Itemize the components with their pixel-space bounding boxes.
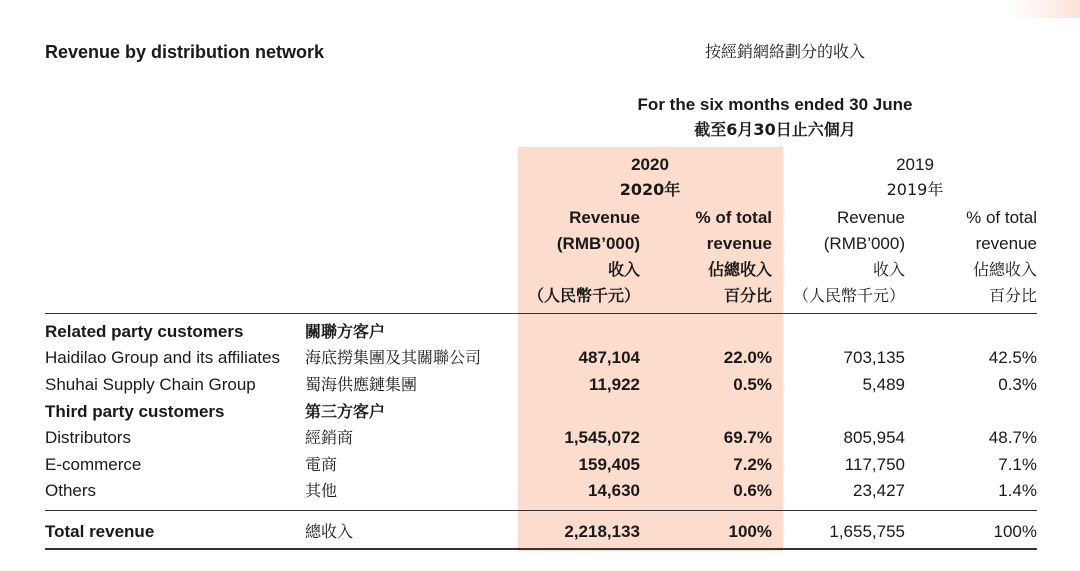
row-label-zh: 蜀海供應鏈集團 — [305, 375, 418, 394]
total-rev-2019: 1,655,755 — [829, 522, 905, 541]
section-third-party-zh: 第三方客户 — [305, 402, 386, 421]
cell-pct-2020: 0.6% — [733, 481, 772, 500]
cell-pct-2020: 7.2% — [733, 455, 772, 474]
col-pct-2019: % of total — [966, 208, 1037, 227]
row-label-zh: 海底撈集團及其關聯公司 — [305, 348, 482, 367]
total-pct-2019: 100% — [993, 522, 1037, 541]
col-revenue-unit-2020: (RMB’000) — [556, 234, 640, 253]
total-rev-2020: 2,218,133 — [564, 522, 640, 541]
row-label-zh: 經銷商 — [305, 428, 354, 447]
header-rule — [45, 313, 1037, 314]
total-pct-2020: 100% — [728, 522, 772, 541]
cell-pct-2020: 22.0% — [723, 348, 772, 367]
title-zh: 按經銷網絡劃分的收入 — [705, 42, 866, 61]
cell-rev-2019: 23,427 — [853, 481, 905, 500]
corner-decoration — [1010, 0, 1080, 18]
title-en: Revenue by distribution network — [45, 42, 325, 62]
cell-rev-2020: 11,922 — [588, 375, 640, 394]
year-2020: 2020 — [631, 155, 669, 174]
total-bottom-rule — [45, 548, 1037, 550]
cell-rev-2020: 159,405 — [578, 455, 640, 474]
cell-rev-2020: 14,630 — [588, 481, 640, 500]
section-third-party-en: Third party customers — [45, 402, 225, 421]
col-revenue-2020: Revenue — [569, 208, 640, 227]
cell-pct-2019: 7.1% — [998, 455, 1037, 474]
col-revenue-zh-2019: 收入 — [872, 260, 905, 279]
col-revenue-unit-2019: (RMB’000) — [823, 234, 905, 253]
cell-pct-2019: 1.4% — [998, 481, 1037, 500]
total-label-en: Total revenue — [45, 522, 155, 541]
col-pct-zh2-2020: 百分比 — [723, 286, 772, 305]
section-related-zh: 關聯方客户 — [305, 322, 386, 341]
cell-rev-2020: 1,545,072 — [564, 428, 640, 447]
row-label-en: Distributors — [45, 428, 131, 447]
total-top-rule — [45, 510, 1037, 511]
year-2019-zh: 2019年 — [886, 180, 944, 199]
cell-rev-2019: 805,954 — [843, 428, 905, 447]
year-2020-zh: 2020年 — [619, 180, 681, 199]
col-pct-l2-2020: revenue — [706, 234, 772, 253]
cell-pct-2019: 48.7% — [988, 428, 1037, 447]
col-revenue-2019: Revenue — [836, 208, 905, 227]
col-pct-zh-2019: 佔總收入 — [972, 260, 1037, 279]
cell-pct-2020: 0.5% — [733, 375, 772, 394]
cell-rev-2020: 487,104 — [578, 348, 640, 367]
cell-rev-2019: 5,489 — [862, 375, 905, 394]
col-revenue-unit-zh-2019: （人民幣千元） — [792, 286, 905, 305]
cell-pct-2020: 69.7% — [723, 428, 772, 447]
period-en: For the six months ended 30 June — [637, 95, 913, 114]
col-pct-zh-2020: 佔總收入 — [707, 260, 772, 279]
row-label-en: Shuhai Supply Chain Group — [45, 375, 256, 394]
section-related-en: Related party customers — [45, 322, 244, 341]
row-label-zh: 其他 — [305, 481, 338, 500]
col-pct-2020: % of total — [695, 208, 772, 227]
col-pct-zh2-2019: 百分比 — [988, 286, 1037, 305]
cell-pct-2019: 42.5% — [988, 348, 1037, 367]
row-label-zh: 電商 — [305, 455, 338, 474]
row-label-en: Others — [45, 481, 97, 500]
row-label-en: Haidilao Group and its affiliates — [45, 348, 280, 367]
row-label-en: E-commerce — [45, 455, 142, 474]
total-label-zh: 總收入 — [305, 522, 354, 541]
period-zh: 截至6月30日止六個月 — [694, 120, 856, 139]
cell-rev-2019: 117,750 — [844, 455, 905, 474]
col-pct-l2-2019: revenue — [975, 234, 1037, 253]
cell-pct-2019: 0.3% — [998, 375, 1037, 394]
cell-rev-2019: 703,135 — [843, 348, 905, 367]
col-revenue-unit-zh-2020: （人民幣千元） — [527, 286, 640, 305]
col-revenue-zh-2020: 收入 — [607, 260, 640, 279]
year-2019: 2019 — [896, 155, 934, 174]
